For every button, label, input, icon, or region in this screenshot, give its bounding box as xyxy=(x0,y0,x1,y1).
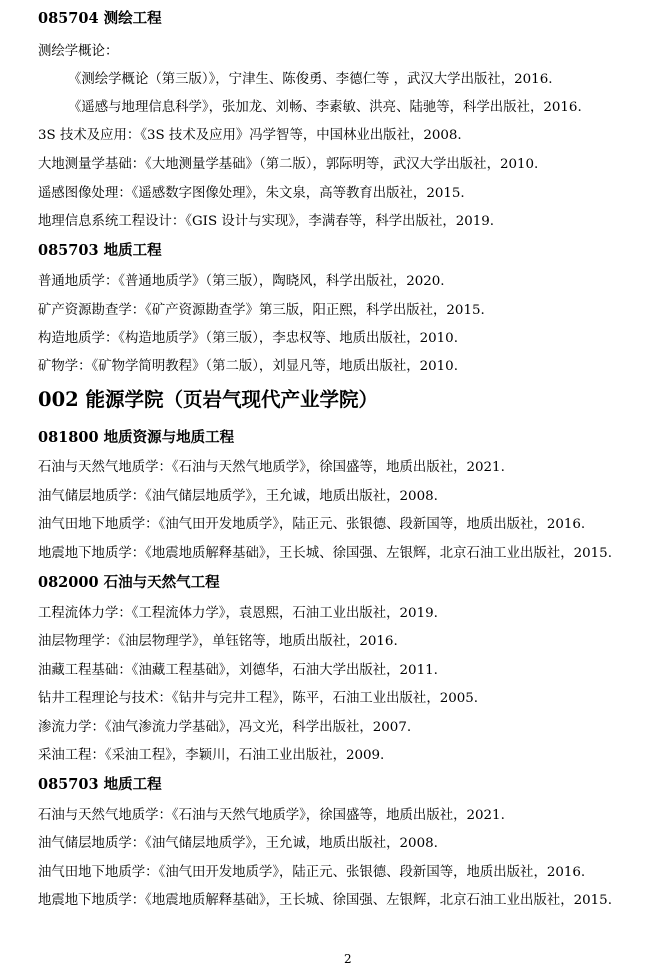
reference-line: 遥感图像处理：《遥感数字图像处理》，朱文泉，高等教育出版社，2015. xyxy=(38,186,465,201)
reference-line: 《遥感与地理信息科学》，张加龙、刘畅、李素敏、洪亮、陆驰等，科学出版社，2016. xyxy=(68,100,582,115)
reference-line: 油气田地下地质学：《油气田开发地质学》，陆正元、张银德、段新国等，地质出版社，2016. xyxy=(38,865,586,880)
reference-line: 渗流力学：《油气渗流力学基础》，冯文光，科学出版社，2007. xyxy=(38,720,412,735)
section-heading-geological-resources: 081800 地质资源与地质工程 xyxy=(38,429,235,446)
reference-line: 地理信息系统工程设计：《GIS 设计与实现》，李满春等，科学出版社，2019. xyxy=(38,214,495,229)
college-title: 002 能源学院（页岩气现代产业学院） xyxy=(38,388,378,411)
reference-line: 地震地下地质学：《地震地质解释基础》，王长城、徐国强、左银辉，北京石油工业出版社，2015. xyxy=(38,893,612,908)
reference-line: 《测绘学概论（第三版）》，宁津生、陈俊勇、李德仁等 ，武汉大学出版社，2016. xyxy=(68,72,553,87)
course-intro-surveying: 测绘学概论： xyxy=(38,44,119,59)
reference-line: 油层物理学：《油层物理学》，单钰铭等，地质出版社，2016. xyxy=(38,634,398,649)
section-heading-petroleum-engineering: 082000 石油与天然气工程 xyxy=(38,574,220,591)
reference-line: 油气储层地质学：《油气储层地质学》，王允诚，地质出版社，2008. xyxy=(38,836,438,851)
reference-line: 构造地质学：《构造地质学》（第三版），李忠权等、地质出版社，2010. xyxy=(38,331,458,346)
reference-line: 石油与天然气地质学：《石油与天然气地质学》，徐国盛等，地质出版社，2021. xyxy=(38,460,505,475)
reference-line: 普通地质学：《普通地质学》（第三版），陶晓风，科学出版社，2020. xyxy=(38,274,445,289)
reference-line: 地震地下地质学：《地震地质解释基础》，王长城、徐国强、左银辉，北京石油工业出版社，2015. xyxy=(38,546,612,561)
reference-line: 油气田地下地质学：《油气田开发地质学》，陆正元、张银德、段新国等，地质出版社，2016. xyxy=(38,517,586,532)
section-heading-geological-engineering: 085703 地质工程 xyxy=(38,242,162,259)
reference-line: 油藏工程基础：《油藏工程基础》，刘德华，石油大学出版社，2011. xyxy=(38,663,438,678)
reference-line: 采油工程：《采油工程》，李颖川，石油工业出版社，2009. xyxy=(38,748,385,763)
reference-line: 石油与天然气地质学：《石油与天然气地质学》，徐国盛等，地质出版社，2021. xyxy=(38,808,505,823)
section-heading-surveying: 085704 测绘工程 xyxy=(38,10,162,27)
reference-line: 油气储层地质学：《油气储层地质学》，王允诚，地质出版社，2008. xyxy=(38,489,438,504)
page-number: 2 xyxy=(344,952,352,966)
reference-line: 矿物学：《矿物学简明教程》（第二版），刘显凡等，地质出版社，2010. xyxy=(38,359,458,374)
reference-line: 矿产资源勘查学：《矿产资源勘查学》第三版，阳正熙，科学出版社，2015. xyxy=(38,303,485,318)
reference-line: 工程流体力学：《工程流体力学》，袁恩熙，石油工业出版社，2019. xyxy=(38,606,438,621)
reference-line: 大地测量学基础：《大地测量学基础》（第二版），郭际明等，武汉大学出版社，2010. xyxy=(38,157,539,172)
section-heading-geological-engineering-2: 085703 地质工程 xyxy=(38,776,162,793)
reference-line: 3S 技术及应用：《3S 技术及应用》冯学智等，中国林业出版社，2008. xyxy=(38,128,462,143)
reference-line: 钻井工程理论与技术：《钻井与完井工程》，陈平，石油工业出版社，2005. xyxy=(38,691,479,706)
